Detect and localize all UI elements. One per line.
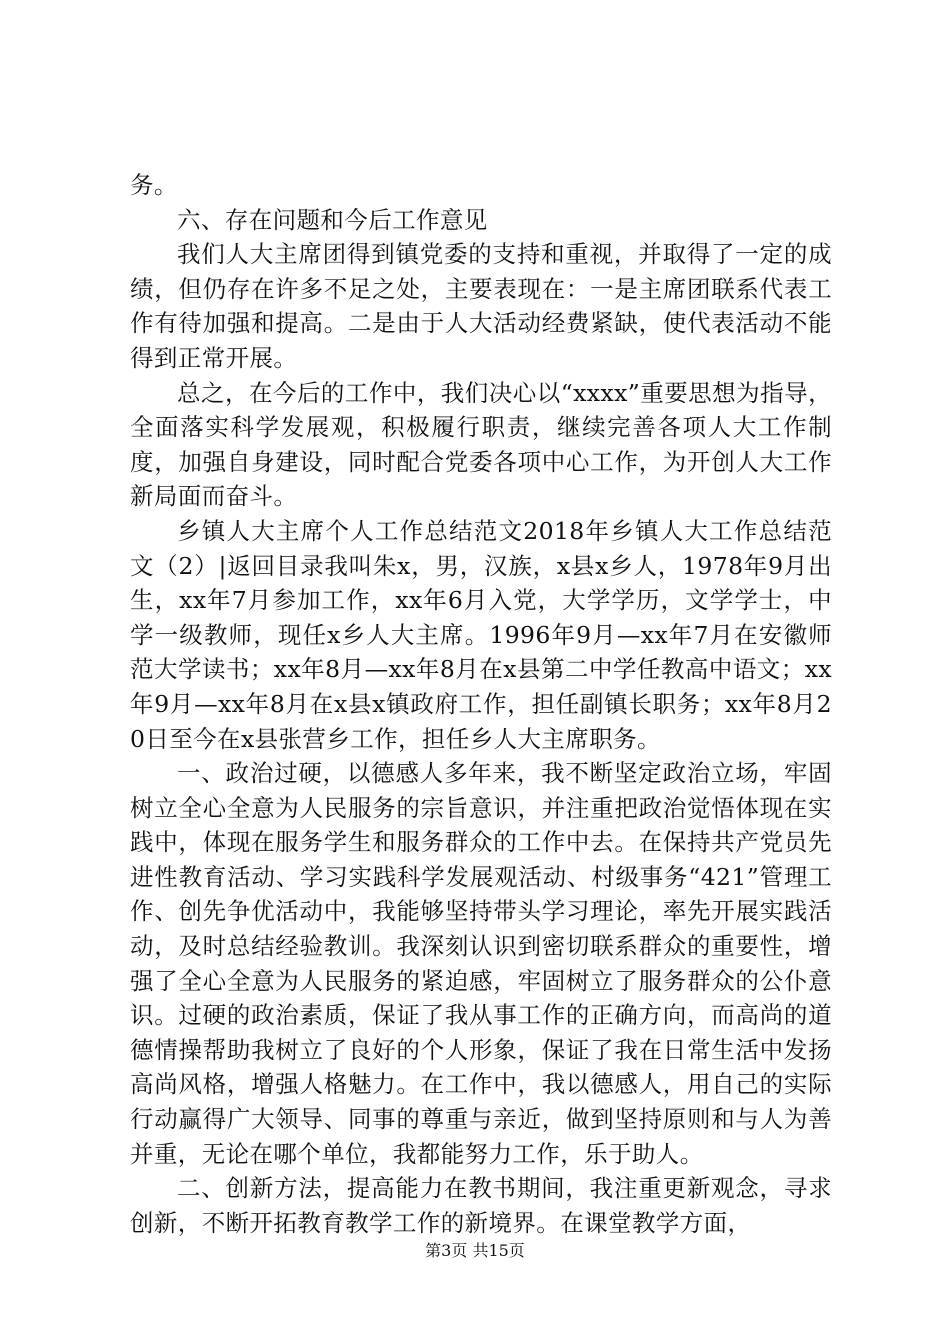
paragraph-personal-intro: 乡镇人大主席个人工作总结范文2018年乡镇人大工作总结范文（2）|返回目录我叫朱x，男，汉族，x县x乡人，1978年9月出生，xx年7月参加工作，xx年6月入党，大学学历，文学学士，中学一级教师，现任x乡人大主席。1996年9月—xx年7月在安徽师范大学读书；xx年8月—xx年8月在x县第二中学任教高中语文；xx年9月—xx年8月在x县x镇政府工作，担任副镇长职务；xx年8月20日至今在x县张营乡工作，担任乡人大主席职务。 [130,516,832,753]
document-body [130,168,832,1240]
paragraph-problems: 我们人大主席团得到镇党委的支持和重视，并取得了一定的成绩，但仍存在许多不足之处，主要表现在：一是主席团联系代表工作有待加强和提高。二是由于人大活动经费紧缺，使代表活动不能得到正常开展。 [130,240,832,372]
page-number-footer: 第3页 共15页 [425,1241,525,1260]
paragraph-innovation: 二、创新方法，提高能力在教书期间，我注重更新观念，寻求创新，不断开拓教育教学工作的新境界。在课堂教学方面， [130,1174,832,1237]
section-heading-problems: 六、存在问题和今后工作意见 [177,205,488,234]
paragraph-political: 一、政治过硬，以德感人多年来，我不断坚定政治立场，牢固树立全心全意为人民服务的宗旨意识，并注重把政治觉悟体现在实践中，体现在服务学生和服务群众的工作中去。在保持共产党员先进性教育活动、学习实践科学发展观活动、村级事务“421”管理工作、创先争优活动中，我能够坚持带头学习理论，率先开展实践活动，及时总结经验教训。我深刻认识到密切联系群众的重要性，增强了全心全意为人民服务的紧迫感，牢固树立了服务群众的公仆意识。过硬的政治素质，保证了我从事工作的正确方向，而高尚的道德情操帮助我树立了良好的个人形象，保证了我在日常生活中发扬高尚风格，增强人格魅力。在工作中，我以德感人，用自己的实际行动赢得广大领导、同事的尊重与亲近，做到坚持原则和与人为善并重，无论在哪个单位，我都能努力工作，乐于助人。 [130,759,832,1168]
paragraph-continuation: 务。 [130,171,178,199]
paragraph-conclusion: 总之，在今后的工作中，我们决心以“xxxx”重要思想为指导，全面落实科学发展观，积极履行职责，继续完善各项人大工作制度，加强自身建设，同时配合党委各项中心工作，为开创人大工作新局面而奋斗。 [130,378,832,511]
